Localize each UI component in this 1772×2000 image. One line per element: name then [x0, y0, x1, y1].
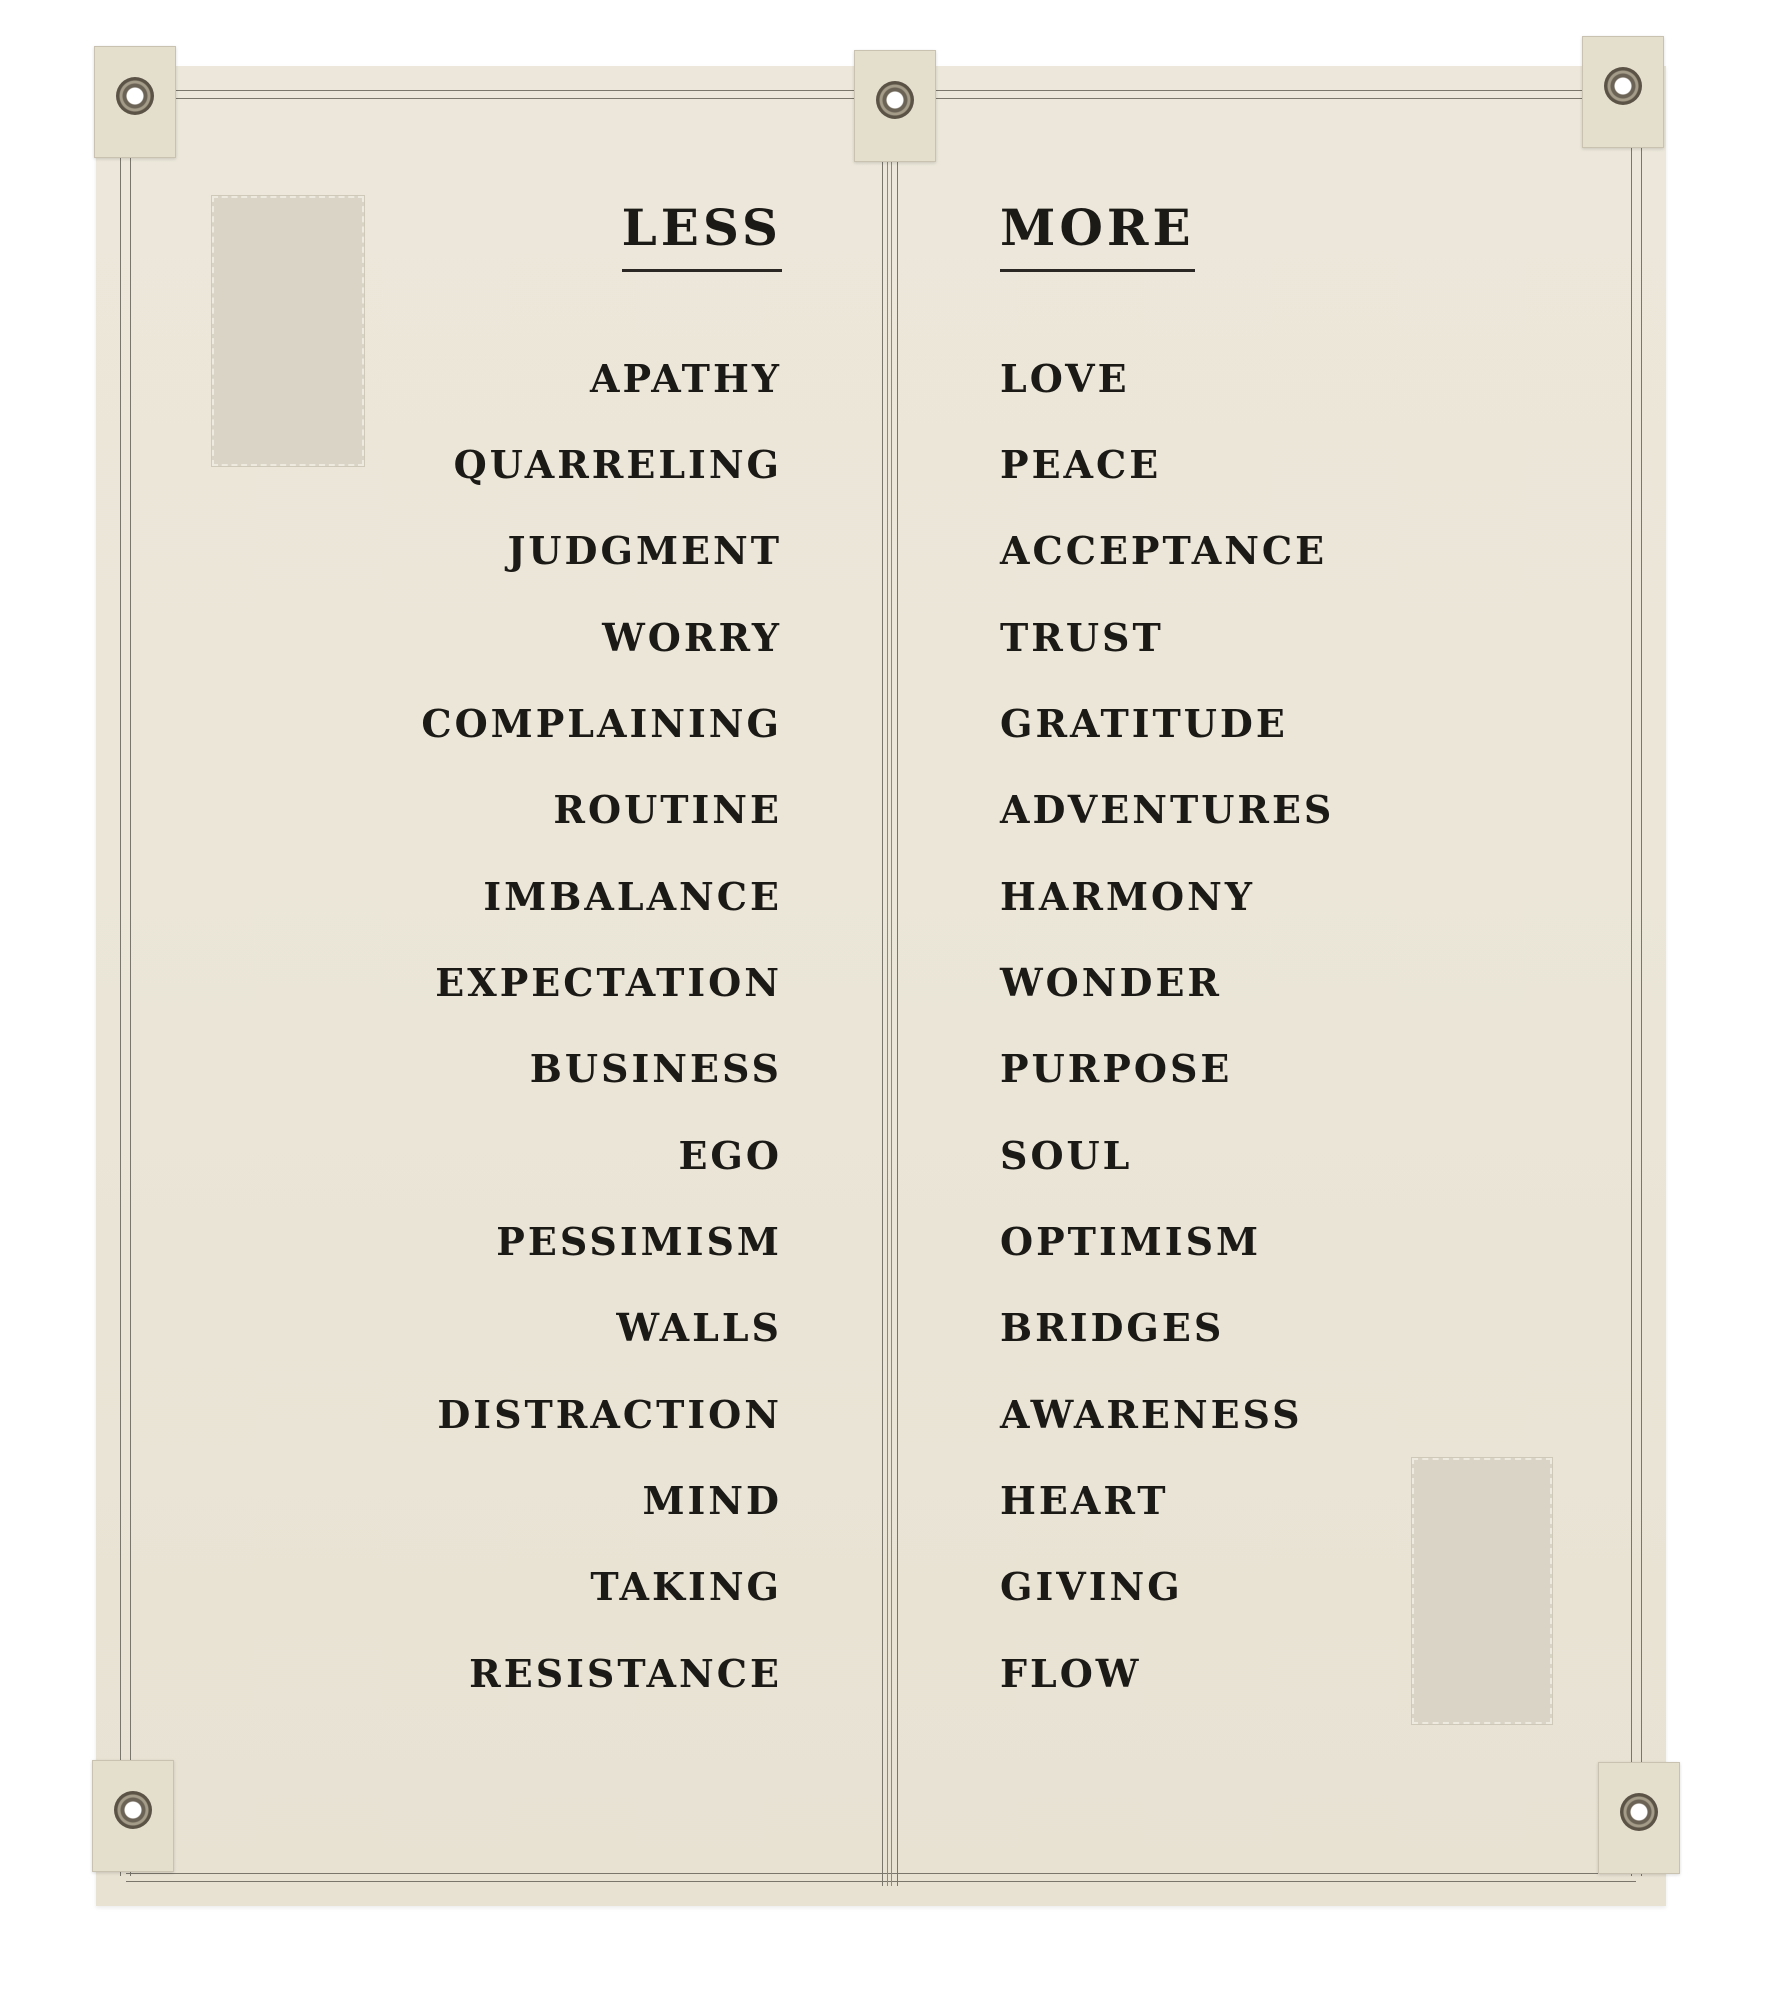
patch-bottom-right	[1412, 1458, 1552, 1724]
less-word: JUDGMENT	[507, 528, 782, 573]
stitch-line	[126, 1881, 1636, 1882]
more-word: OPTIMISM	[1000, 1219, 1262, 1264]
less-word: WALLS	[616, 1305, 782, 1350]
grommet-icon	[114, 1791, 152, 1829]
more-word: TRUST	[1000, 615, 1164, 660]
stitch-line	[130, 96, 131, 1876]
grommet-tab-top-right	[1582, 36, 1664, 148]
stitch-line	[1631, 96, 1632, 1876]
less-word: RESISTANCE	[469, 1651, 782, 1696]
more-word: HARMONY	[1000, 874, 1255, 919]
more-word: LOVE	[1000, 356, 1130, 401]
less-word: COMPLAINING	[421, 701, 782, 746]
stitch-line	[120, 96, 121, 1876]
grommet-tab-bottom-right	[1598, 1762, 1680, 1874]
more-word: FLOW	[1000, 1651, 1142, 1696]
less-word: EGO	[678, 1133, 782, 1178]
grommet-tab-top-left	[94, 46, 176, 158]
less-word: QUARRELING	[453, 442, 782, 487]
more-word: GRATITUDE	[1000, 701, 1288, 746]
less-word: TAKING	[590, 1564, 782, 1609]
less-word: ROUTINE	[553, 787, 782, 832]
less-word: PESSIMISM	[496, 1219, 782, 1264]
more-word: PEACE	[1000, 442, 1162, 487]
grommet-tab-bottom-left	[92, 1760, 174, 1872]
more-word: ADVENTURES	[1000, 787, 1335, 832]
more-word: WONDER	[1000, 960, 1223, 1005]
less-word: APATHY	[589, 356, 782, 401]
grommet-tab-top-center	[854, 50, 936, 162]
grommet-icon	[1604, 67, 1642, 105]
center-seam	[882, 156, 898, 1886]
less-word: BUSINESS	[529, 1046, 782, 1091]
grommet-icon	[1620, 1793, 1658, 1831]
more-word: BRIDGES	[1000, 1305, 1225, 1350]
less-word: MIND	[642, 1478, 782, 1523]
grommet-icon	[876, 81, 914, 119]
more-word: PURPOSE	[1000, 1046, 1233, 1091]
patch-top-left	[212, 196, 364, 466]
less-word: WORRY	[602, 615, 782, 660]
grommet-icon	[116, 77, 154, 115]
less-word: DISTRACTION	[437, 1392, 782, 1437]
more-word: AWARENESS	[1000, 1392, 1303, 1437]
less-heading: LESS	[622, 198, 782, 272]
stitch-line	[1641, 96, 1642, 1876]
more-word: ACCEPTANCE	[1000, 528, 1328, 573]
less-word: IMBALANCE	[483, 874, 782, 919]
stitch-line	[126, 1873, 1636, 1874]
more-word: GIVING	[1000, 1564, 1183, 1609]
more-word: SOUL	[1000, 1133, 1133, 1178]
more-heading: MORE	[1000, 198, 1195, 272]
less-word: EXPECTATION	[435, 960, 782, 1005]
more-word: HEART	[1000, 1478, 1169, 1523]
